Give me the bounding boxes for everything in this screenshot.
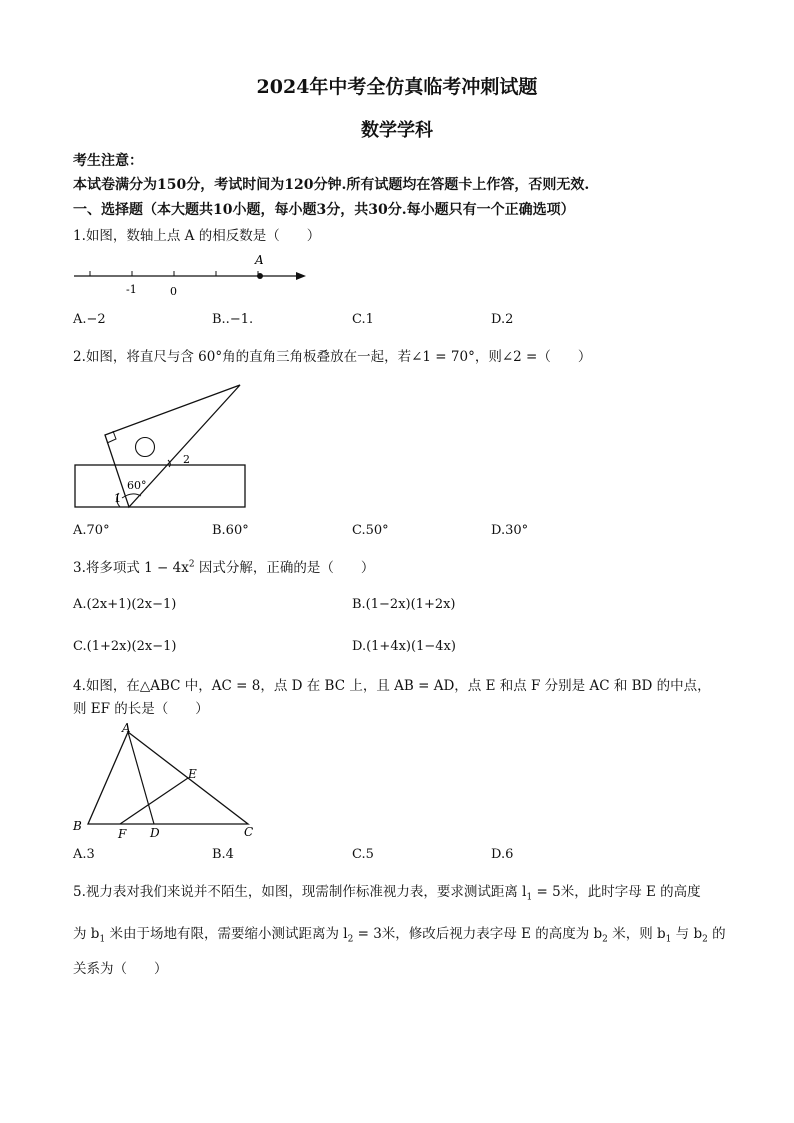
q5-line1: [73, 880, 701, 903]
q5-line2-sub4: 1: [665, 934, 672, 945]
section-heading: 一、选择题（本大题共10小题，每小题3分，共30分.每小题只有一个正确选项）: [73, 202, 575, 218]
q2-ruler: [75, 465, 245, 507]
q2-option-c: C.50°: [352, 523, 389, 538]
q5-line2-c: = 3米，修改后视力表字母 E 的高度为 b: [353, 926, 603, 942]
q3-stem-pre: 3.将多项式 1 − 4x: [73, 560, 189, 576]
notice-label: 考生注意：: [73, 153, 143, 169]
q5-line2-d: 米，则 b: [607, 926, 666, 942]
q5-line2: [73, 922, 726, 945]
q4-label-b: B: [73, 819, 82, 833]
q2-stem: 2.如图，将直尺与含 60°角的直角三角板叠放在一起，若∠1 = 70°，则∠2 =（ ）: [73, 349, 592, 365]
q4-label-c: C: [244, 825, 254, 839]
q3-option-a: A.(2x+1)(2x−1): [73, 597, 177, 612]
q3-stem: [73, 556, 374, 576]
q1-label-a: A: [255, 253, 264, 267]
q2-option-b: B.60°: [212, 523, 249, 538]
q4-option-d: D.6: [491, 847, 514, 862]
q5-line2-sub1: 1: [99, 934, 106, 945]
q5-line2-sub2: 2: [347, 934, 354, 945]
q5-line1-pre: 5.视力表对我们来说并不陌生，如图，现需制作标准视力表，要求测试距离 l: [73, 884, 527, 900]
q4-option-c: C.5: [352, 847, 374, 862]
q4-label-e: E: [188, 767, 197, 781]
q5-line1-post: = 5米，此时字母 E 的高度: [532, 884, 701, 900]
q4-stem-line2: 则 EF 的长是（ ）: [73, 701, 209, 717]
q5-line1-sub: 1: [526, 892, 533, 903]
q2-label-2: 2: [183, 453, 190, 466]
q1-tick-neg1: -1: [126, 283, 137, 296]
q3-stem-sup: 2: [188, 559, 195, 570]
q4-triangle: [88, 732, 248, 824]
q1-option-c: C.1: [352, 312, 374, 327]
q4-figure: [70, 720, 270, 845]
q2-figure: [70, 378, 255, 513]
subject-title: 数学学科: [361, 120, 433, 141]
q5-line2-a: 为 b: [73, 926, 100, 942]
q3-option-c: C.(1+2x)(2x−1): [73, 639, 177, 654]
q5-line2-b: 米由于场地有限，需要缩小测试距离为 l: [105, 926, 348, 942]
q5-line2-sub5: 2: [702, 934, 708, 945]
q1-option-a: A.−2: [73, 312, 106, 327]
q5-line2-e: 与 b: [671, 926, 703, 942]
q5-line3: 关系为（ ）: [73, 961, 168, 977]
q2-option-a: A.70°: [73, 523, 110, 538]
q4-stem-line1: 4.如图，在△ABC 中，AC = 8，点 D 在 BC 上，且 AB = AD，点 E 和点 F 分别是 AC 和 BD 的中点，: [73, 678, 711, 694]
q5-line2-sub3: 2: [602, 934, 608, 945]
q5-line2-f: 的: [707, 926, 726, 942]
q4-label-f: F: [118, 827, 127, 841]
q1-option-b: B..−1.: [212, 312, 254, 327]
q4-option-a: A.3: [73, 847, 95, 862]
q3-option-d: D.(1+4x)(1−4x): [352, 639, 456, 654]
q1-number-line: [70, 250, 310, 300]
page-title: 2024年中考全仿真临考冲刺试题: [256, 76, 538, 98]
q2-angle-60: 60°: [127, 479, 147, 492]
q2-option-d: D.30°: [491, 523, 529, 538]
q1-point-a: [257, 273, 263, 279]
q4-label-d: D: [150, 826, 160, 840]
q2-label-1: 1: [114, 492, 121, 505]
q1-option-d: D.2: [491, 312, 514, 327]
q3-option-b: B.(1−2x)(1+2x): [352, 597, 456, 612]
q1-stem: 1.如图，数轴上点 A 的相反数是（ ）: [73, 228, 321, 244]
q3-stem-post: 因式分解，正确的是（ ）: [194, 560, 375, 576]
q4-option-b: B.4: [212, 847, 234, 862]
q1-tick-0: 0: [170, 285, 177, 298]
q4-label-a: A: [122, 721, 131, 735]
notice-text: 本试卷满分为150分，考试时间为120分钟.所有试题均在答题卡上作答，否则无效.: [73, 177, 590, 193]
q2-triangle: [105, 385, 240, 507]
